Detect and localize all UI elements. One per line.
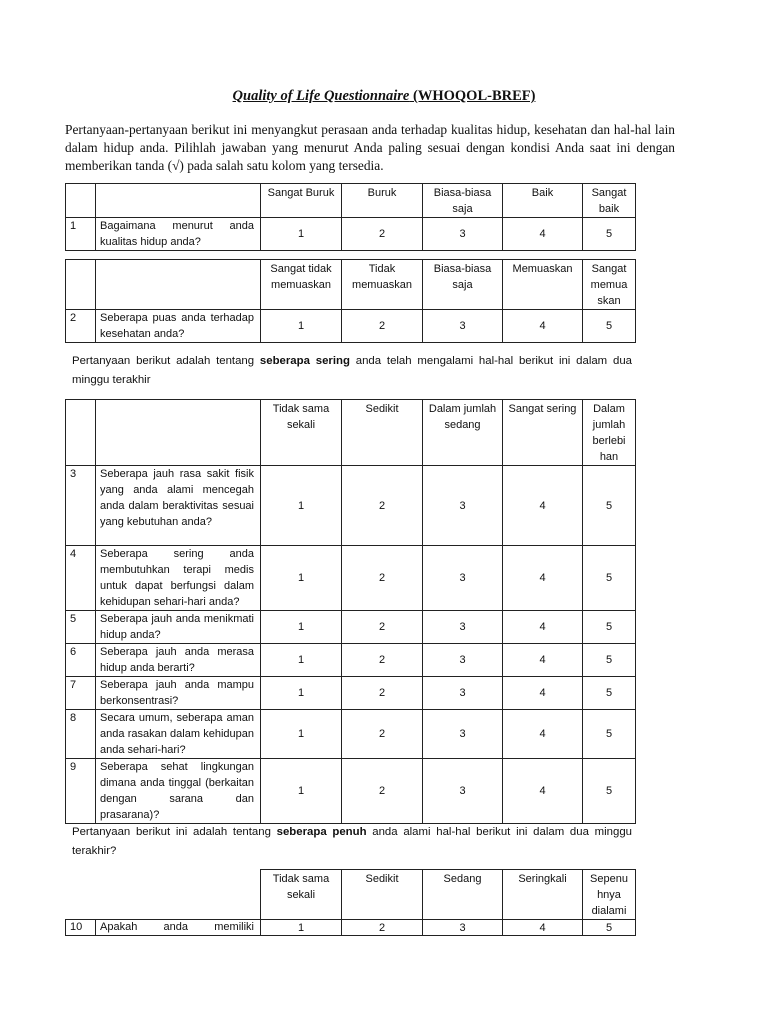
header-option-2: Tidak memuaskan [342,260,423,310]
answer-option-2[interactable]: 2 [342,310,423,343]
answer-option-1[interactable]: 1 [261,611,342,644]
question-text: Seberapa jauh anda merasa hidup anda berarti? [96,644,261,677]
answer-option-2[interactable]: 2 [342,218,423,251]
answer-option-5[interactable]: 5 [583,759,636,824]
question-text: Seberapa jauh anda menikmati hidup anda? [96,611,261,644]
answer-option-3[interactable]: 3 [423,759,503,824]
intro-paragraph: Pertanyaan-pertanyaan berikut ini menyangkut perasaan anda terhadap kualitas hidup, kesehatan dan hal-hal lain dalam hidup anda. Pilihlah jawaban yang menurut Anda paling sesuai dengan kondisi Anda saat ini dengan memberikan tanda (√) pada salah satu kolom yang tersedia. [65,122,675,173]
answer-option-1[interactable]: 1 [261,466,342,546]
header-option-4: Seringkali [503,870,583,920]
header-empty-cell [66,260,96,310]
question-number: 2 [66,310,96,343]
answer-option-1[interactable]: 1 [261,218,342,251]
answer-option-3[interactable]: 3 [423,310,503,343]
header-option-5: Dalam jumlah berlebi han [583,400,636,466]
question-text: Bagaimana menurut anda kualitas hidup anda? [96,218,261,251]
answer-option-3[interactable]: 3 [423,677,503,710]
answer-option-5[interactable]: 5 [583,677,636,710]
answer-option-4[interactable]: 4 [503,546,583,611]
header-empty-cell [66,400,96,466]
question-number: 6 [66,644,96,677]
intensity-instruction: Pertanyaan berikut ini adalah tentang seberapa penuh anda alami hal-hal berikut ini dalam dua minggu terakhir? [72,826,632,857]
answer-option-5[interactable]: 5 [583,466,636,546]
answer-option-1[interactable]: 1 [261,546,342,611]
answer-option-4[interactable]: 4 [503,920,583,936]
answer-option-3[interactable]: 3 [423,611,503,644]
header-option-5: Sangat baik [583,184,636,218]
answer-option-5[interactable]: 5 [583,644,636,677]
answer-option-2[interactable]: 2 [342,611,423,644]
answer-option-1[interactable]: 1 [261,920,342,936]
answer-option-5[interactable]: 5 [583,611,636,644]
answer-option-3[interactable]: 3 [423,466,503,546]
answer-option-2[interactable]: 2 [342,644,423,677]
header-option-1: Sangat Buruk [261,184,342,218]
answer-option-5[interactable]: 5 [583,920,636,936]
header-empty-cell [66,870,96,920]
question-table-4 [65,869,636,936]
answer-option-2[interactable]: 2 [342,677,423,710]
header-option-3: Dalam jumlah sedang [423,400,503,466]
table-row [66,759,636,824]
header-option-1: Tidak sama sekali [261,400,342,466]
page-title: Quality of Life Questionnaire (WHOQOL-BREF) [232,88,536,104]
answer-option-5[interactable]: 5 [583,710,636,759]
answer-option-2[interactable]: 2 [342,546,423,611]
header-empty-cell [96,400,261,466]
answer-option-3[interactable]: 3 [423,546,503,611]
answer-option-1[interactable]: 1 [261,644,342,677]
answer-option-4[interactable]: 4 [503,611,583,644]
header-option-4: Sangat sering [503,400,583,466]
question-number: 9 [66,759,96,824]
answer-option-2[interactable]: 2 [342,759,423,824]
question-text: Seberapa puas anda terhadap kesehatan anda? [96,310,261,343]
question-number: 10 [66,920,96,936]
header-empty-cell [96,184,261,218]
question-number: 7 [66,677,96,710]
answer-option-4[interactable]: 4 [503,644,583,677]
answer-option-3[interactable]: 3 [423,644,503,677]
answer-option-3[interactable]: 3 [423,920,503,936]
answer-option-4[interactable]: 4 [503,710,583,759]
table-row [66,218,636,251]
answer-option-1[interactable]: 1 [261,677,342,710]
answer-option-4[interactable]: 4 [503,677,583,710]
answer-option-4[interactable]: 4 [503,759,583,824]
answer-option-3[interactable]: 3 [423,710,503,759]
question-table-3 [65,399,636,824]
question-text: Seberapa sehat lingkungan dimana anda tinggal (berkaitan dengan sarana dan prasarana)? [96,759,261,824]
table-row [66,466,636,546]
question-table-1 [65,183,636,251]
answer-option-5[interactable]: 5 [583,546,636,611]
answer-option-4[interactable]: 4 [503,310,583,343]
question-text: Seberapa jauh rasa sakit fisik yang anda alami mencegah anda dalam beraktivitas sesuai yang kebutuhan anda? [96,466,261,546]
answer-option-5[interactable]: 5 [583,218,636,251]
frequency-instruction: Pertanyaan berikut adalah tentang seberapa sering anda telah mengalami hal-hal berikut ini dalam dua minggu terakhir [72,355,632,386]
header-option-4: Baik [503,184,583,218]
question-text: Seberapa jauh anda mampu berkonsentrasi? [96,677,261,710]
question-number: 8 [66,710,96,759]
answer-option-1[interactable]: 1 [261,759,342,824]
question-text: Secara umum, seberapa aman anda rasakan dalam kehidupan anda sehari-hari? [96,710,261,759]
answer-option-1[interactable]: 1 [261,310,342,343]
header-option-3: Biasa-biasa saja [423,184,503,218]
header-option-2: Buruk [342,184,423,218]
header-empty-cell [96,260,261,310]
table-row [66,677,636,710]
question-text: Seberapa sering anda membutuhkan terapi medis untuk dapat berfungsi dalam kehidupan sehari-hari anda? [96,546,261,611]
header-option-1: Sangat tidak memuaskan [261,260,342,310]
header-option-3: Sedang [423,870,503,920]
answer-option-1[interactable]: 1 [261,710,342,759]
header-option-1: Tidak sama sekali [261,870,342,920]
table-row [66,644,636,677]
answer-option-2[interactable]: 2 [342,920,423,936]
answer-option-3[interactable]: 3 [423,218,503,251]
question-text: Apakah anda memiliki [96,920,261,936]
header-option-5: Sangat memua skan [583,260,636,310]
question-number: 5 [66,611,96,644]
question-number: 4 [66,546,96,611]
header-option-5: Sepenu hnya dialami [583,870,636,920]
header-option-2: Sedikit [342,400,423,466]
table-row [66,546,636,611]
header-option-4: Memuaskan [503,260,583,310]
table-row [66,310,636,343]
table-row [66,920,636,936]
answer-option-4[interactable]: 4 [503,466,583,546]
table-row [66,710,636,759]
answer-option-2[interactable]: 2 [342,710,423,759]
question-number: 3 [66,466,96,546]
question-number: 1 [66,218,96,251]
answer-option-2[interactable]: 2 [342,466,423,546]
header-option-3: Biasa-biasa saja [423,260,503,310]
header-option-2: Sedikit [342,870,423,920]
answer-option-4[interactable]: 4 [503,218,583,251]
answer-option-5[interactable]: 5 [583,310,636,343]
header-empty-cell [96,870,261,920]
table-row [66,611,636,644]
header-empty-cell [66,184,96,218]
question-table-2 [65,259,636,343]
